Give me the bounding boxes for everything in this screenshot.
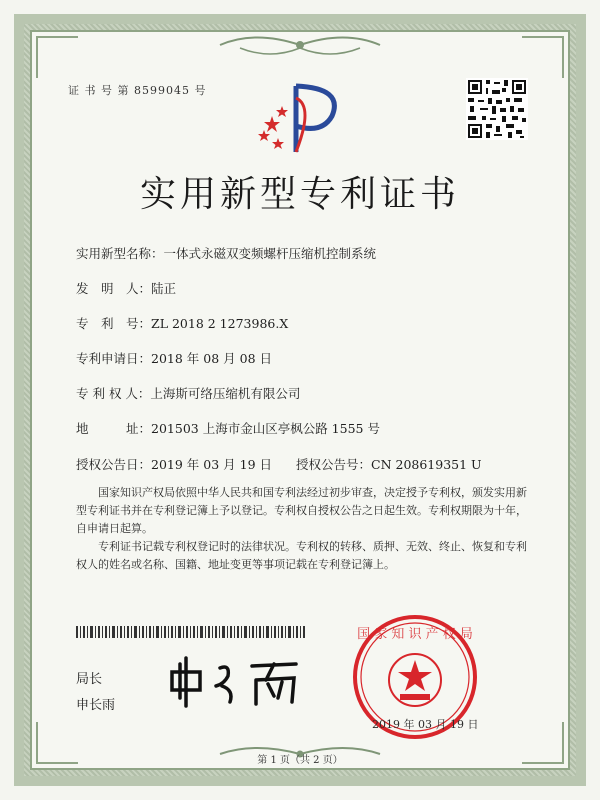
field-label: 授权公告日： bbox=[76, 457, 152, 472]
qr-code-icon bbox=[466, 78, 528, 140]
director-name: 申长雨 bbox=[76, 698, 116, 713]
utility-name-field bbox=[76, 244, 376, 262]
field-label: 专 利 权 人： bbox=[76, 386, 151, 401]
certificate-title: 实用新型专利证书 bbox=[139, 174, 460, 215]
inventor-field bbox=[76, 279, 176, 297]
corner-ornament bbox=[522, 36, 564, 78]
field-value: CN 208619351 U bbox=[371, 457, 482, 472]
grant-date-field bbox=[76, 455, 272, 473]
barcode-icon bbox=[76, 626, 306, 638]
svg-text:国 家 知 识 产 权 局: 国 家 知 识 产 权 局 bbox=[357, 627, 473, 642]
field-value: 2018 年 08 月 08 日 bbox=[151, 351, 273, 366]
patent-number-field bbox=[76, 314, 288, 332]
field-label: 授权公告号： bbox=[296, 457, 372, 472]
grant-paragraph: 国家知识产权局依照中华人民共和国专利法经过初步审查，决定授予专利权，颁发实用新型专利证书并在专利登记簿上予以登记。专利权自授权公告之日起生效。专利权期限为十年，自申请日起算。 bbox=[76, 486, 527, 535]
field-value: 陆正 bbox=[151, 281, 177, 296]
corner-ornament bbox=[36, 36, 78, 78]
top-ornament-icon bbox=[210, 30, 390, 60]
field-value: 201503 上海市金山区亭枫公路 1555 号 bbox=[151, 421, 380, 436]
handwritten-signature-icon bbox=[168, 650, 308, 710]
page-indicator: 第 1 页（共 2 页） bbox=[257, 755, 343, 766]
field-value: 上海斯可络压缩机有限公司 bbox=[150, 386, 301, 401]
field-label: 专利申请日： bbox=[76, 351, 152, 366]
address-field bbox=[76, 419, 380, 437]
certificate-number: 证 书 号 第 8599045 号 bbox=[68, 84, 207, 97]
director-title: 局长 bbox=[76, 672, 103, 687]
field-value: 2019 年 03 月 19 日 bbox=[151, 457, 273, 472]
field-label: 专 利 号： bbox=[76, 316, 152, 331]
filing-date-field bbox=[76, 349, 272, 367]
field-value: 一体式永磁双变频螺杆压缩机控制系统 bbox=[163, 246, 377, 261]
field-value: ZL 2018 2 1273986.X bbox=[151, 316, 289, 331]
grant-number-field bbox=[296, 455, 482, 473]
cnipa-logo-icon bbox=[252, 78, 352, 158]
field-label: 地 址： bbox=[76, 421, 152, 436]
legal-status-paragraph: 专利证书记载专利权登记时的法律状况。专利权的转移、质押、无效、终止、恢复和专利权人的姓名或名称、国籍、地址变更等事项记载在专利登记簿上。 bbox=[76, 540, 527, 571]
patentee-field bbox=[76, 384, 300, 402]
field-label: 发 明 人： bbox=[76, 281, 152, 296]
field-label: 实用新型名称： bbox=[76, 246, 164, 261]
seal-date: 2019 年 03 月 19 日 bbox=[372, 718, 479, 731]
